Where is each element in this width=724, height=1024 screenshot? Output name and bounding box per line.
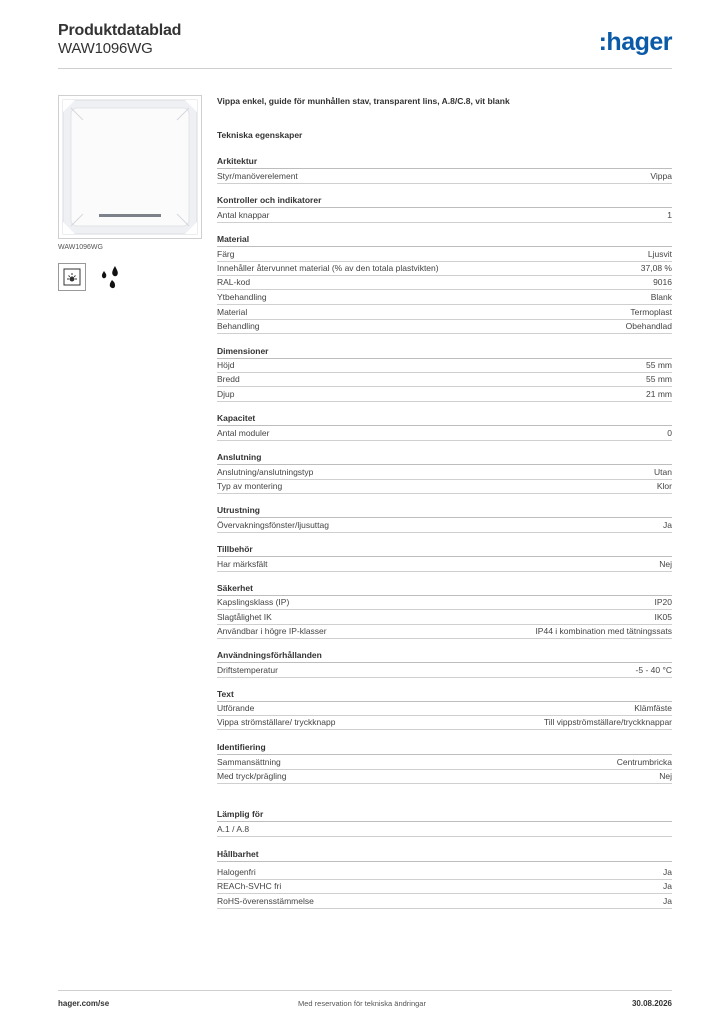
footer-date: 30.08.2026 [631,999,672,1008]
section-title-lamplig: Lämplig för [217,808,672,822]
spec-value: 0 [667,428,672,438]
spec-label: Sammansättning [217,757,281,767]
section-title-kapacitet: Kapacitet [217,412,672,426]
spec-value: 37,08 % [640,263,672,273]
spec-label: Driftstemperatur [217,665,278,675]
spec-row [217,465,672,480]
spec-value: Ja [663,896,672,906]
spec-row [217,595,672,610]
spec-label: Höjd [217,360,235,370]
spec-label: Behandling [217,321,260,331]
spec-value: Ljusvit [647,249,672,259]
spec-value: Nej [659,771,672,781]
spec-label: Övervakningsfönster/ljusuttag [217,520,329,530]
product-image-caption: WAW1096WG [58,244,103,251]
spec-value: Till vippströmställare/tryckknappar [543,717,672,727]
spec-value: 55 mm [646,374,672,384]
spec-value: 9016 [653,277,672,287]
section-title-tillbehor: Tillbehör [217,543,672,557]
spec-label: Halogenfri [217,867,256,877]
spec-row [217,372,672,387]
tech-properties-heading: Tekniska egenskaper [217,130,303,140]
spec-label: Antal knappar [217,210,270,220]
spec-value: Klor [656,481,672,491]
document-title: Produktdatablad [58,22,182,39]
footer-website-link[interactable]: hager.com/se [58,999,110,1008]
section-title-dimensioner: Dimensioner [217,345,672,359]
spec-label: REACh-SVHC fri [217,881,282,891]
spec-label: Anslutning/anslutningstyp [217,467,314,477]
spec-row [217,610,672,625]
spec-row [217,208,672,223]
spec-value: -5 - 40 °C [635,665,672,675]
spec-row [217,169,672,184]
spec-value: Vippa [650,171,672,181]
spec-row [217,557,672,572]
spec-label: Antal moduler [217,428,270,438]
spec-value: Nej [659,559,672,569]
spec-row [217,769,672,784]
spec-row [217,755,672,770]
spec-row [217,715,672,730]
product-description: Vippa enkel, guide för munhållen stav, transparent lins, A.8/C.8, vit blank [217,96,510,106]
spec-label: Typ av montering [217,481,283,491]
spec-row [217,305,672,320]
page-header [58,20,672,68]
spec-label: Färg [217,249,235,259]
spec-label: Styr/manöverelement [217,171,298,181]
footer-disclaimer: Med reservation för tekniska ändringar [298,999,426,1008]
spec-row [217,479,672,494]
section-title-identifiering: Identifiering [217,741,672,755]
section-title-arkitektur: Arkitektur [217,155,672,169]
spec-row [217,894,672,909]
footer-divider [58,990,672,991]
section-title-utrustning: Utrustning [217,504,672,518]
spec-label: RoHS-överensstämmelse [217,896,314,906]
spec-row [217,275,672,290]
spec-value: IP44 i kombination med tätningssats [535,626,672,636]
spec-value: Termoplast [630,307,672,317]
section-title-anslutning: Anslutning [217,451,672,465]
spec-row [217,290,672,305]
spec-value: Utan [654,467,672,477]
section-title-hallbarhet: Hållbarhet [217,848,672,862]
spec-row [217,879,672,894]
light-sensor-icon [58,263,86,291]
spec-value: Ja [663,881,672,891]
spec-value: Ja [663,867,672,877]
spec-label: Innehåller återvunnet material (% av den totala plastvikten) [217,263,439,273]
spec-label: Vippa strömställare/ tryckknapp [217,717,336,727]
hager-logo: :hager [598,28,672,56]
spec-row [217,426,672,441]
section-title-sakerhet: Säkerhet [217,582,672,596]
spec-value: IK05 [654,612,672,622]
spec-value: Centrumbricka [616,757,672,767]
spec-row [217,701,672,716]
spec-value: 1 [667,210,672,220]
spec-value: Obehandlad [625,321,672,331]
spec-label: Har märksfält [217,559,268,569]
spec-label: Bredd [217,374,240,384]
spec-label: RAL-kod [217,277,251,287]
spec-value: Blank [650,292,672,302]
section-title-anvandning: Användningsförhållanden [217,649,672,663]
spec-row [217,663,672,678]
spec-row [217,261,672,276]
spec-value: IP20 [654,597,672,607]
header-divider [58,68,672,69]
spec-label: Utförande [217,703,255,713]
spec-label: Ytbehandling [217,292,267,302]
spec-label: A.1 / A.8 [217,824,250,834]
spec-row [217,247,672,262]
spec-row [217,624,672,639]
product-image [58,95,202,239]
spec-label: Material [217,307,248,317]
spec-row [217,865,672,880]
spec-row [217,319,672,334]
spec-row [217,822,672,837]
spec-label: Djup [217,389,235,399]
water-drops-icon [97,263,123,289]
spec-label: Användbar i högre IP-klasser [217,626,327,636]
spec-label: Med tryck/prägling [217,771,287,781]
spec-label: Slagtålighet IK [217,612,272,622]
section-title-kontroller: Kontroller och indikatorer [217,194,672,208]
section-title-material: Material [217,233,672,247]
section-title-text: Text [217,688,672,702]
switch-rocker-illustration [59,96,201,238]
spec-value: Ja [663,520,672,530]
spec-row [217,358,672,373]
spec-row [217,387,672,402]
spec-label: Kapslingsklass (IP) [217,597,290,607]
product-code-heading: WAW1096WG [58,40,153,57]
spec-value: 55 mm [646,360,672,370]
spec-value: 21 mm [646,389,672,399]
spec-value: Klämfäste [634,703,672,713]
spec-row [217,518,672,533]
